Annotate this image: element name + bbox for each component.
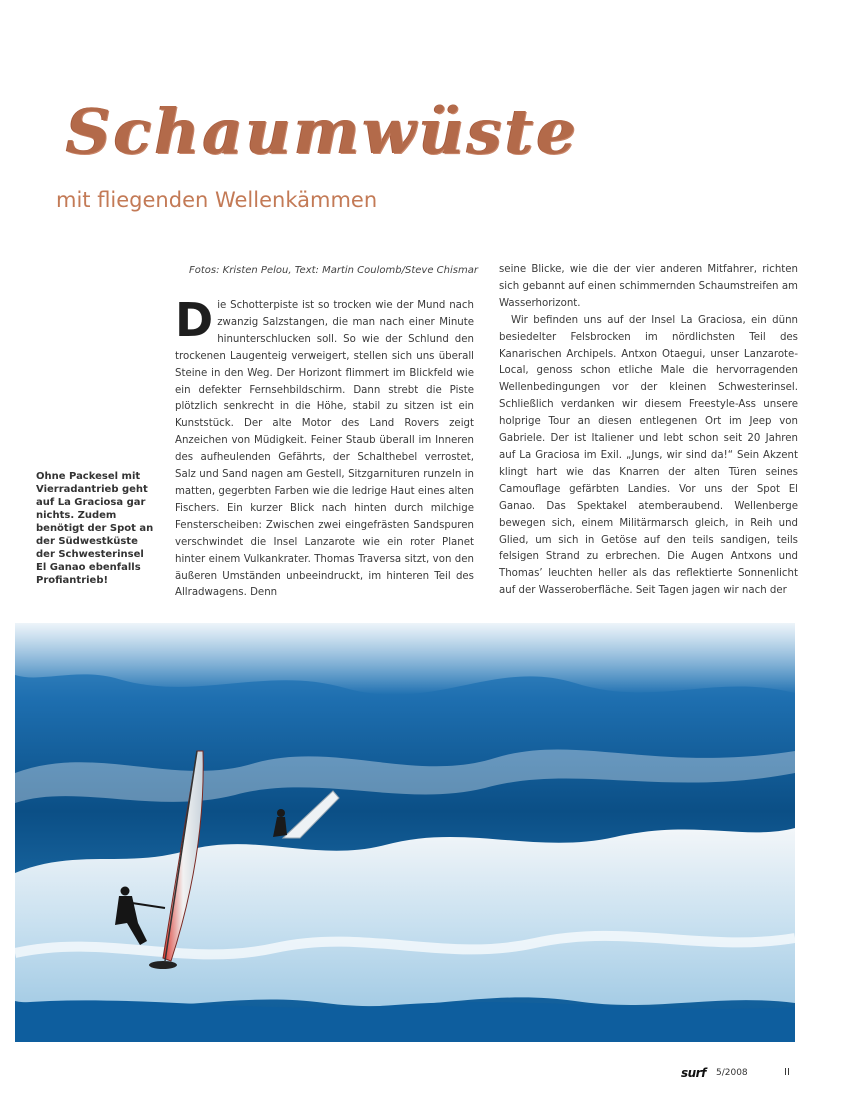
wave-windsurf-illustration bbox=[15, 623, 795, 1042]
drop-cap: D bbox=[175, 293, 214, 347]
body-paragraph-3: Wir befinden uns auf der Insel La Graciosa, ein dünn besiedelter Felsbrocken im nördlichsten Teil des Kanarischen Archipels. Antxon Otaegui, unser Lanzarote-Local, genoss schon etliche Male die hervorragenden Wellenbedingungen vor der kleinen Schwesterinsel. Schließlich verdanken wir diesem Freestyle-Ass unsere holprige Tour an diesen entlegenen Ort im Jeep von Gabriele. Der ist Italiener und lebt schon seit 20 Jahren auf La Graciosa im Exil. „Jungs, wir sind da!“ Sein Akzent klingt hart wie das Knarren der alten Türen seines Camouflage gefärbten Landies. Vor uns der Spot El Ganao. Das Spektakel atemberaubend. Wellenberge bewegen sich, einem Militärmarsch gleich, in Reih und Glied, um sich in Getöse auf den teils sandigen, teils felsigen Strand zu erbrechen. Die Augen Antxons und Thomas’ leuchten heller als das reflektierte Sonnenlicht auf der Wasseroberfläche. Seit Tagen jagen wir nach der bbox=[499, 314, 798, 597]
photo-text-credits: Fotos: Kristen Pelou, Text: Martin Coulomb/Steve Chismar bbox=[189, 265, 478, 276]
photo-caption: Ohne Packesel mit Vierradantrieb geht auf La Graciosa gar nichts. Zudem benötigt der Spot an der Südwestküste der Schwesterinsel El Ganao ebenfalls Profiantrieb! bbox=[36, 471, 154, 586]
body-paragraph-2: seine Blicke, wie die der vier anderen Mitfahrer, richten sich gebannt auf einen schimmernden Schaumstreifen am Wasserhorizont. bbox=[499, 264, 798, 309]
article-title: Schaumwüste bbox=[66, 95, 579, 168]
article-subtitle: mit fliegenden Wellenkämmen bbox=[56, 188, 378, 212]
magazine-logo: surf bbox=[681, 1066, 706, 1080]
body-paragraph-1: ie Schotterpiste ist so trocken wie der Mund nach zwanzig Salzstangen, die man nach einer Minute hinunterschlucken soll. So wie der Schlund den trockenen Laugenteig verweigert, stellen sich uns überall Steine in den Weg. Der Horizont flimmert im Blickfeld wie ein defekter Fernsehbildschirm. Dann strebt die Piste plötzlich senkrecht in die Höhe, stabil zu sitzen ist ein Kunststück. Der alte Motor des Land Rovers zeigt Anzeichen von Müdigkeit. Feiner Staub überall im Inneren des aufheulenden Gefährts, der Schalthebel verrostet, Salz und Sand nagen am Gestell, Sitzgarnituren runzeln in matten, gegerbten Farben wie die ledrige Haut eines alten Fischers. Ein kurzer Blick nach hinten durch milchige Fensterscheiben: Zwischen zwei eingefrästen Sandspuren verschwindet die Insel Lanzarote wie ein roter Planet hinter einem Vulkankrater. Thomas Traversa sitzt, von den äußeren Umständen unbeeindruckt, im hinteren Teil des Allradwagens. Denn bbox=[175, 300, 475, 599]
page-number: II bbox=[784, 1067, 790, 1078]
windsurfing-photo bbox=[15, 623, 795, 1042]
body-column-2 bbox=[499, 262, 798, 597]
issue-number: 5/2008 bbox=[716, 1068, 748, 1078]
body-column-1 bbox=[175, 293, 475, 599]
